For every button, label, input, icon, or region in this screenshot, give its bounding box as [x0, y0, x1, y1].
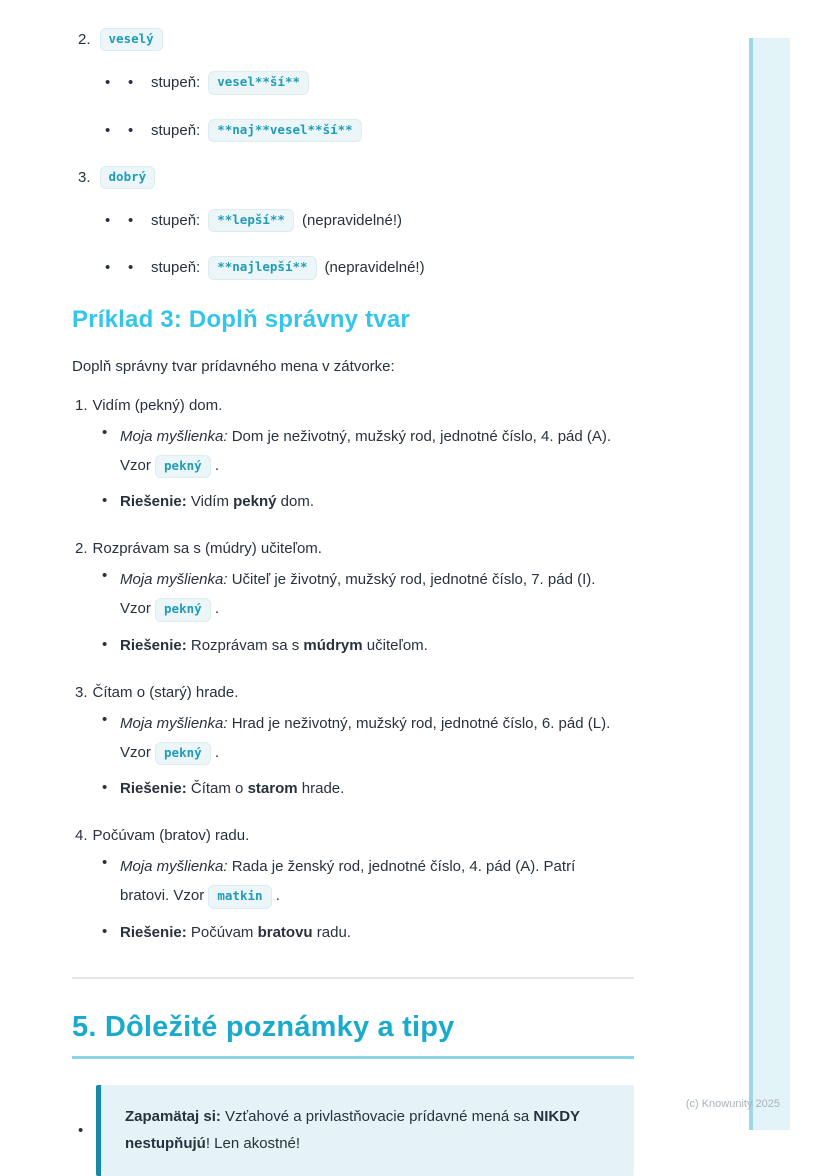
bullet-marker: • — [105, 212, 128, 229]
solution-label: Riešenie: — [120, 924, 187, 941]
list-number: 4. — [75, 827, 88, 844]
bullet-marker: • — [102, 709, 120, 768]
bullet-marker: • — [128, 212, 151, 229]
list-number: 3. — [78, 169, 91, 186]
solution-pre: Rozprávam sa s — [191, 637, 299, 654]
bullet-marker: • — [102, 921, 120, 945]
list-number: 1. — [75, 397, 88, 414]
priklad3-intro: Doplň správny tvar prídavného mena v zátvorke: — [72, 358, 634, 375]
code-badge: pekný — [155, 742, 211, 765]
thought-tail: . — [215, 744, 219, 761]
grade-item-head — [72, 28, 634, 51]
priklad3-heading: Príklad 3: Doplň správny tvar — [72, 306, 634, 334]
code-badge: pekný — [155, 598, 211, 621]
code-badge: dobrý — [100, 166, 156, 189]
code-badge: **naj**vesel**ší** — [208, 119, 361, 142]
solution-bold: bratovu — [258, 924, 313, 941]
exercise-sentence — [75, 684, 634, 701]
thought-body: Rada je ženský rod, jednotné číslo, 4. pád (A). Patrí bratovi. Vzor — [120, 858, 575, 904]
solution-text — [120, 490, 618, 514]
exercise-item — [72, 827, 634, 945]
callout-tail: ! Len akostné! — [206, 1135, 300, 1152]
solution-label: Riešenie: — [120, 637, 187, 654]
bullet-marker: • — [128, 259, 151, 276]
bullet-marker: • — [102, 422, 120, 481]
exercise-item — [72, 540, 634, 658]
exercise-sentence — [75, 827, 634, 844]
solution-label: Riešenie: — [120, 493, 187, 510]
callout-bold: NIKDY nestupňujú — [125, 1108, 580, 1153]
thought-row — [75, 565, 634, 624]
exercise-sentence — [75, 540, 634, 557]
exercise-item — [72, 684, 634, 802]
grade-row-label: stupeň: — [151, 212, 200, 229]
callout-note — [96, 1085, 634, 1176]
bullet-marker: • — [102, 634, 120, 658]
sentence-text: Rozprávam sa s (múdry) učiteľom. — [93, 540, 322, 557]
callout-body: Vzťahové a privlastňovacie prídavné mená sa — [225, 1108, 529, 1125]
grade-item-head — [72, 166, 634, 189]
grade-item — [72, 28, 634, 142]
page-content — [72, 28, 634, 1176]
bullet-marker: • — [102, 490, 120, 514]
copyright-notice: (c) Knowunity 2025 — [686, 1098, 780, 1110]
solution-pre: Počúvam — [191, 924, 254, 941]
right-edge-decoration — [749, 38, 790, 1130]
solution-bold: starom — [248, 780, 298, 797]
solution-bold: pekný — [233, 493, 276, 510]
grade-row — [72, 71, 634, 94]
grade-row — [72, 256, 634, 279]
bullet-marker: • — [128, 122, 151, 139]
thought-text — [120, 709, 618, 768]
thought-row — [75, 852, 634, 911]
bullet-marker: • — [102, 852, 120, 911]
solution-post: dom. — [281, 493, 314, 510]
callout-list — [72, 1085, 634, 1176]
section5-heading: 5. Dôležité poznámky a tipy — [72, 1011, 634, 1059]
solution-post: radu. — [317, 924, 351, 941]
grade-row-label: stupeň: — [151, 122, 200, 139]
list-number: 2. — [75, 540, 88, 557]
solution-row — [75, 634, 634, 658]
grade-row-suffix: (nepravidelné!) — [302, 212, 402, 229]
solution-pre: Čítam o — [191, 780, 244, 797]
solution-pre: Vidím — [191, 493, 229, 510]
thought-label: Moja myšlienka: — [120, 428, 228, 445]
grade-row-label: stupeň: — [151, 74, 200, 91]
grades-list — [72, 28, 634, 280]
solution-post: učiteľom. — [367, 637, 428, 654]
solution-text — [120, 634, 618, 658]
thought-text — [120, 422, 618, 481]
thought-label: Moja myšlienka: — [120, 571, 228, 588]
list-number: 2. — [78, 31, 91, 48]
thought-label: Moja myšlienka: — [120, 715, 228, 732]
bullet-marker: • — [102, 565, 120, 624]
sentence-text: Čítam o (starý) hrade. — [93, 684, 239, 701]
solution-label: Riešenie: — [120, 780, 187, 797]
solution-row — [75, 490, 634, 514]
thought-row — [75, 422, 634, 481]
thought-tail: . — [215, 457, 219, 474]
bullet-marker: • — [105, 74, 128, 91]
sentence-text: Počúvam (bratov) radu. — [93, 827, 250, 844]
thought-tail: . — [276, 887, 280, 904]
bullet-marker: • — [105, 259, 128, 276]
callout-text — [125, 1103, 610, 1159]
bullet-marker: • — [102, 777, 120, 801]
exercise-list — [72, 397, 634, 945]
grade-row-label: stupeň: — [151, 259, 200, 276]
thought-body: Dom je neživotný, mužský rod, jednotné číslo, 4. pád (A). Vzor — [120, 428, 611, 474]
code-badge: matkin — [208, 885, 271, 908]
bullet-marker: • — [105, 122, 128, 139]
thought-body: Učiteľ je životný, mužský rod, jednotné číslo, 7. pád (I). Vzor — [120, 571, 595, 617]
section-divider — [72, 977, 634, 979]
grade-item — [72, 166, 634, 280]
list-number: 3. — [75, 684, 88, 701]
exercise-item — [72, 397, 634, 515]
solution-text — [120, 921, 618, 945]
grade-row-suffix: (nepravidelné!) — [325, 259, 425, 276]
code-badge: pekný — [155, 455, 211, 478]
code-badge: **najlepší** — [208, 256, 316, 279]
grade-row — [72, 209, 634, 232]
thought-body: Hrad je neživotný, mužský rod, jednotné číslo, 6. pád (L). Vzor — [120, 715, 610, 761]
thought-tail: . — [215, 600, 219, 617]
bullet-marker: • — [78, 1122, 96, 1139]
solution-row — [75, 777, 634, 801]
sentence-text: Vidím (pekný) dom. — [93, 397, 223, 414]
code-badge: **lepší** — [208, 209, 294, 232]
thought-text — [120, 852, 618, 911]
callout-label: Zapamätaj si: — [125, 1108, 221, 1125]
grade-row — [72, 119, 634, 142]
code-badge: veselý — [100, 28, 163, 51]
solution-text — [120, 777, 618, 801]
thought-text — [120, 565, 618, 624]
solution-post: hrade. — [302, 780, 345, 797]
bullet-marker: • — [128, 74, 151, 91]
thought-label: Moja myšlienka: — [120, 858, 228, 875]
callout-list-item — [72, 1085, 634, 1176]
solution-bold: múdrym — [303, 637, 362, 654]
exercise-sentence — [75, 397, 634, 414]
thought-row — [75, 709, 634, 768]
solution-row — [75, 921, 634, 945]
code-badge: vesel**ší** — [208, 71, 309, 94]
